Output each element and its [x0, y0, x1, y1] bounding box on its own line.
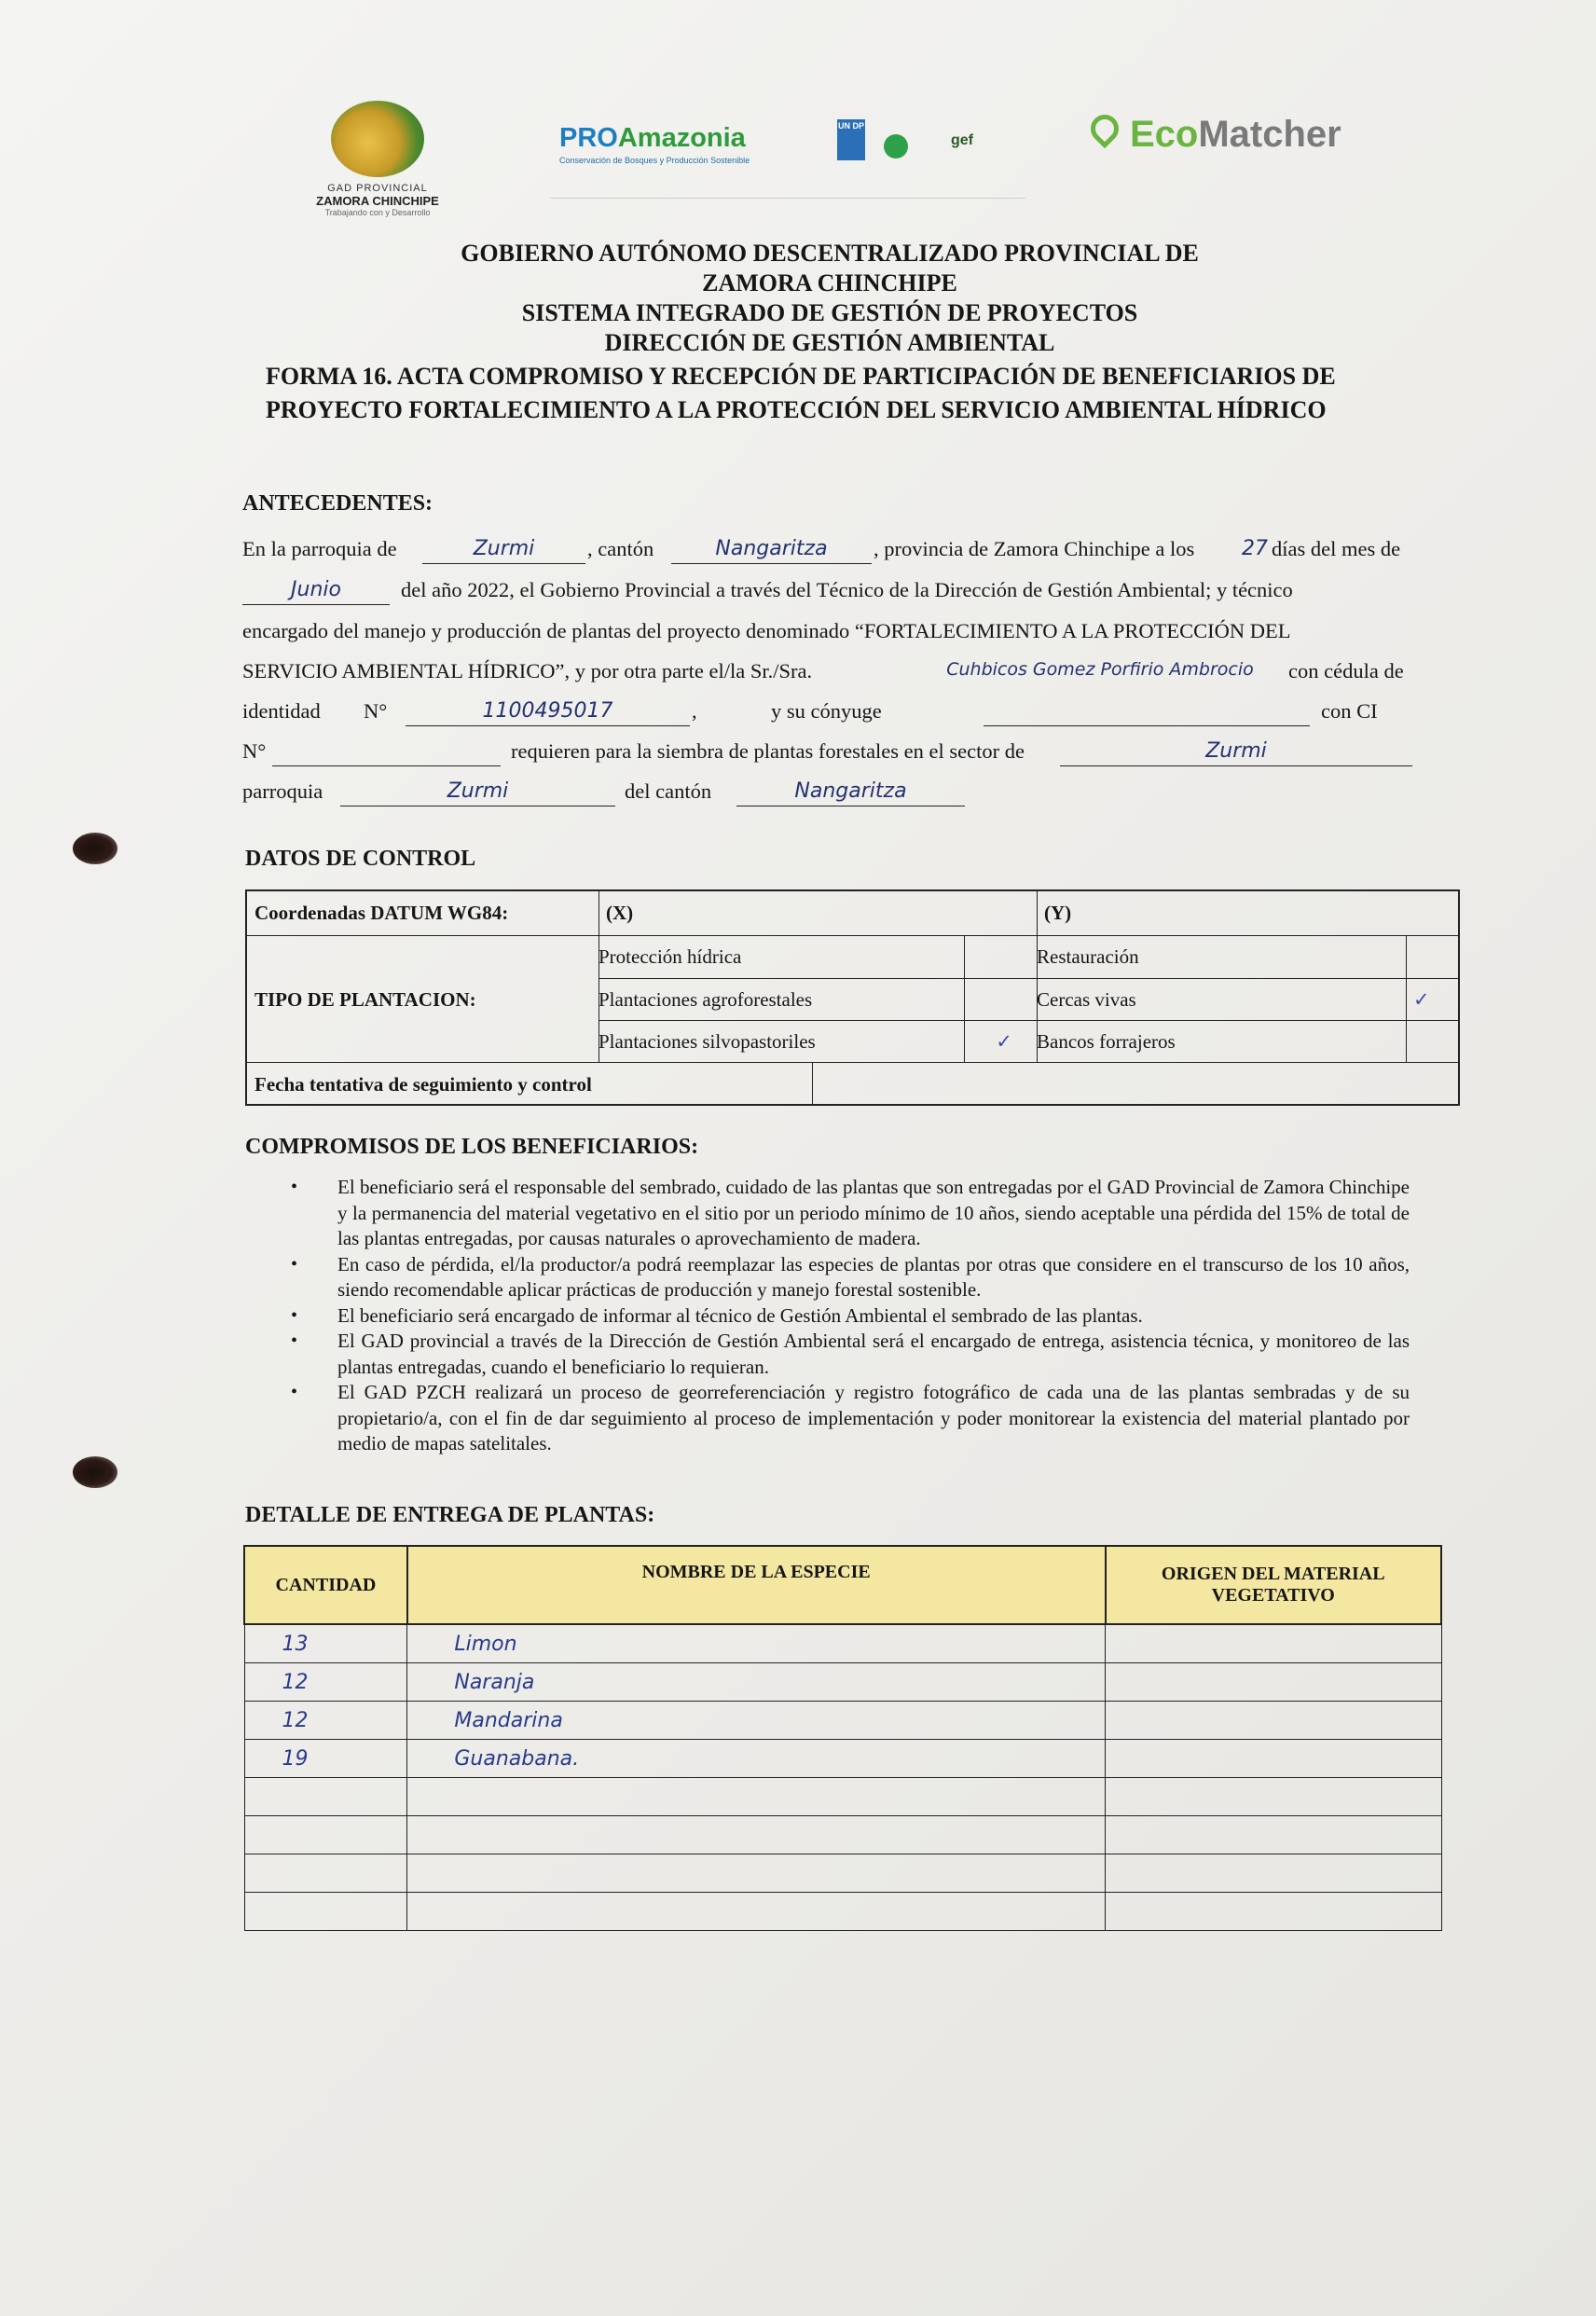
table-row: [244, 1740, 1441, 1778]
table-row: [244, 1778, 1441, 1816]
form-title: FORMA 16. ACTA COMPROMISO Y RECEPCIÓN DE PARTICIPACIÓN DE BENEFICIARIOS DE PROYECTO FORTALECIMIENTO A LA PROTECCIÓN DEL SERVICIO AMBIENTAL HÍDRICO: [266, 363, 1336, 423]
cantidad-cell[interactable]: 13: [244, 1624, 407, 1663]
especie-cell[interactable]: [407, 1778, 1106, 1816]
coordenadas-row: Coordenadas DATUM WG84: (X) (Y): [247, 891, 1458, 936]
table-row: [244, 1816, 1441, 1854]
cercas-vivas-option: Cercas vivas: [1037, 987, 1136, 1011]
especie-cell[interactable]: [407, 1854, 1106, 1893]
heading-line-1: GOBIERNO AUTÓNOMO DESCENTRALIZADO PROVINCIAL DE: [461, 240, 1199, 267]
cantidad-cell[interactable]: 12: [244, 1702, 407, 1740]
proteccion-hidrica-option: Protección hídrica: [598, 945, 742, 968]
canton-sector-field[interactable]: Nangaritza: [736, 779, 965, 806]
gef-logo: gef: [951, 132, 973, 148]
agroforestales-option: Plantaciones agroforestales: [598, 987, 813, 1011]
beneficiario-nombre-field[interactable]: Cuhbicos Gomez Porfirio Ambrocio: [946, 659, 1254, 680]
proamazonia-logo: PROAmazonia Conservación de Bosques y Producción Sostenible: [559, 123, 750, 165]
logo-header: [0, 93, 1596, 233]
list-item: • El beneficiario será encargado de informar al técnico de Gestión Ambiental el sembrado de las plantas.: [291, 1303, 1410, 1330]
canton-field[interactable]: Nangaritza: [671, 537, 872, 564]
antecedentes-title: ANTECEDENTES:: [242, 491, 433, 516]
parroquia-field[interactable]: Zurmi: [422, 537, 585, 564]
datos-control-table: [245, 889, 1460, 1106]
silvopastoriles-checkmark[interactable]: ✓: [996, 1030, 1012, 1053]
origen-cell[interactable]: [1106, 1816, 1442, 1854]
undp-logo: UN DP: [837, 119, 865, 160]
origen-header: ORIGEN DEL MATERIAL VEGETATIVO: [1106, 1546, 1442, 1624]
cantidad-header: CANTIDAD: [244, 1546, 407, 1624]
table-row: [244, 1624, 1441, 1663]
origen-cell[interactable]: [1106, 1740, 1442, 1778]
entrega-table: [243, 1545, 1442, 1931]
cantidad-cell[interactable]: [244, 1816, 407, 1854]
zamora-chinchipe-logo: GAD PROVINCIAL ZAMORA CHINCHIPE Trabajando con y Desarrollo: [308, 101, 447, 227]
logo-divider: [550, 198, 1025, 199]
fecha-seguimiento-label: Fecha tentativa de seguimiento y control: [255, 1072, 592, 1096]
mes-field[interactable]: Junio: [242, 578, 390, 605]
compromisos-title: COMPROMISOS DE LOS BENEFICIARIOS:: [245, 1135, 699, 1159]
restauracion-option: Restauración: [1037, 945, 1139, 968]
location-pin-icon: [1085, 109, 1124, 148]
especie-cell[interactable]: Limon: [407, 1624, 1106, 1663]
origen-cell[interactable]: [1106, 1778, 1442, 1816]
especie-cell[interactable]: Guanabana.: [407, 1740, 1106, 1778]
parroquia-sector-field[interactable]: Zurmi: [340, 779, 615, 806]
cantidad-cell[interactable]: 12: [244, 1663, 407, 1702]
partner-circle-icon: [884, 134, 908, 159]
cantidad-cell[interactable]: [244, 1893, 407, 1931]
list-item: • El GAD provincial a través de la Dirección de Gestión Ambiental será el encargado de entrega, asistencia técnica, y monitoreo de las plantas entregadas, cuando el beneficiario lo requieran.: [291, 1329, 1410, 1380]
document-page: GAD PROVINCIAL ZAMORA CHINCHIPE Trabajando con y Desarrollo PROAmazonia Conservación de Bosques y Producción Sostenible UN DP gef EcoMatcher GOBIERNO AUTÓNOMO DESCENTRALIZADO PROVINCIAL DE ZAMORA CHINCHIPE SISTEMA INTEGRADO DE GESTIÓN DE PROYECTOS DIRECCIÓN DE GESTIÓN AMBIENTAL FORMA 16. ACTA COMPROMISO Y RECEPCIÓN DE PARTICIPACIÓN DE BENEFICIARIOS DE PROYECTO FORTALECIMIENTO A LA PROTECCIÓN DEL SERVICIO AMBIENTAL HÍDRICO ANTECEDENTES: En la parroquia de Zurmi , cantón Nangaritza , provincia de Zamora Chinchipe a los 27 días del mes de Junio del año 2022, el Gobierno Provincial a través del Técnico de la Dirección de Gestión Ambiental; y técnico encargado del manejo y producción de plantas del proyecto denominado “FORTALECIMIENTO A LA PROTECCIÓN DEL SERVICIO AMBIENTAL HÍDRICO”, y por otra parte el/la Sr./Sra. Cuhbicos Gomez Porfirio Ambrocio con cédula de identidad N° 1100495017 , y su cónyuge con CI N° requieren para la siembra de plantas forestales en el sector de Zurmi parroquia Zurmi del cantón Nangaritza DATOS DE CONTROL Coordenadas DATUM WG84: (X) (Y) TIPO DE PLANTACION: Protección hídrica Restauración Plantaciones agroforestales Cercas vivas ✓ Plantaciones silvopastoriles ✓ Bancos forrajeros Fecha tentativa de seguimiento y control COMPROMISOS DE LOS BENEFICIARIOS: • El beneficiario será el responsable del sembrado, cuidado de las plantas que son entregadas por el GAD Provincial de Zamora Chinchipe y la permanencia del material vegetativo en el sitio por un periodo mínimo de 10 años, siendo aceptable una pérdida del 15% de total de las plantas entregadas, por causas naturales o aprovechamiento de madera. • En caso de pérdida, el/la productor/a podrá reemplazar las especies de plantas por otras que considere en el transcurso de los 10 años, siendo recomendable aplicar prácticas de producción y manejo forestal sostenible. • El beneficiario será encargado de informar al técnico de Gestión Ambiental el sembrado de las plantas. • El GAD provincial a través de la Dirección de Gestión Ambiental será el encargado de entrega, asistencia técnica, y monitoreo de las plantas entregadas, cuando el beneficiario lo requieran. • El GAD PZCH realizará un proceso de georreferenciación y registro fotográfico de cada una de las plantas sembradas y de su propietario/a, con el fin de dar seguimiento al proceso de implementación y poder monitorear la existencia del material plantado por medio de mapas satelitales. DETALLE DE ENTREGA DE PLANTAS: CANTIDAD NOMBRE DE LA ESPECIE ORIGEN DEL MATERIAL VEGETATIVO 13 Limon 12 Naranja 12 Mandarina 19 Guanabana.: [0, 0, 1596, 2316]
table-row: [244, 1854, 1441, 1893]
datos-control-title: DATOS DE CONTROL: [245, 847, 476, 871]
identidad-field[interactable]: 1100495017: [406, 699, 690, 726]
especie-cell[interactable]: [407, 1893, 1106, 1931]
origen-cell[interactable]: [1106, 1663, 1442, 1702]
sector-field[interactable]: Zurmi: [1060, 739, 1412, 766]
origen-cell[interactable]: [1106, 1624, 1442, 1663]
tipo-plantacion-label: TIPO DE PLANTACION:: [255, 987, 476, 1011]
bancos-forrajeros-option: Bancos forrajeros: [1037, 1029, 1176, 1053]
heading-line-4: DIRECCIÓN DE GESTIÓN AMBIENTAL: [604, 329, 1055, 356]
list-item: • El GAD PZCH realizará un proceso de georreferenciación y registro fotográfico de cada una de las plantas sembradas y de su propietario/a, con el fin de dar seguimiento al proceso de implementación y poder monitorear la existencia del material plantado por medio de mapas satelitales.: [291, 1380, 1410, 1457]
list-item: • En caso de pérdida, el/la productor/a podrá reemplazar las especies de plantas por otras que considere en el transcurso de los 10 años, siendo recomendable aplicar prácticas de producción y manejo forestal sostenible.: [291, 1252, 1410, 1303]
compromisos-list: [291, 1175, 1410, 1457]
punch-hole-top: [73, 833, 117, 864]
origen-cell[interactable]: [1106, 1893, 1442, 1931]
fecha-seguimiento-field[interactable]: [812, 1063, 1460, 1106]
cantidad-cell[interactable]: 19: [244, 1740, 407, 1778]
conyuge-field[interactable]: [984, 699, 1310, 726]
especie-cell[interactable]: [407, 1816, 1106, 1854]
cantidad-cell[interactable]: [244, 1854, 407, 1893]
conyuge-ci-field[interactable]: [272, 739, 501, 766]
punch-hole-bottom: [73, 1456, 117, 1488]
heading-line-2: ZAMORA CHINCHIPE: [702, 269, 957, 296]
origen-cell[interactable]: [1106, 1702, 1442, 1740]
zamora-emblem-icon: [331, 101, 424, 177]
cantidad-cell[interactable]: [244, 1778, 407, 1816]
origen-cell[interactable]: [1106, 1854, 1442, 1893]
table-row: [244, 1893, 1441, 1931]
list-item: • El beneficiario será el responsable del sembrado, cuidado de las plantas que son entregadas por el GAD Provincial de Zamora Chinchipe y la permanencia del material vegetativo en el sitio por un periodo mínimo de 10 años, siendo aceptable una pérdida del 15% de total de las plantas entregadas, por causas naturales o aprovechamiento de madera.: [291, 1175, 1410, 1252]
table-row: [244, 1663, 1441, 1702]
especie-cell[interactable]: Mandarina: [407, 1702, 1106, 1740]
ecomatcher-logo: EcoMatcher: [1091, 114, 1341, 156]
dia-field[interactable]: 27: [1242, 537, 1268, 560]
silvopastoriles-option: Plantaciones silvopastoriles: [598, 1029, 816, 1053]
entrega-title: DETALLE DE ENTREGA DE PLANTAS:: [245, 1503, 655, 1527]
especie-cell[interactable]: Naranja: [407, 1663, 1106, 1702]
especie-header: NOMBRE DE LA ESPECIE: [407, 1546, 1106, 1624]
heading-line-3: SISTEMA INTEGRADO DE GESTIÓN DE PROYECTOS: [521, 299, 1138, 326]
table-row: [244, 1702, 1441, 1740]
cercas-vivas-checkmark[interactable]: ✓: [1413, 988, 1430, 1011]
